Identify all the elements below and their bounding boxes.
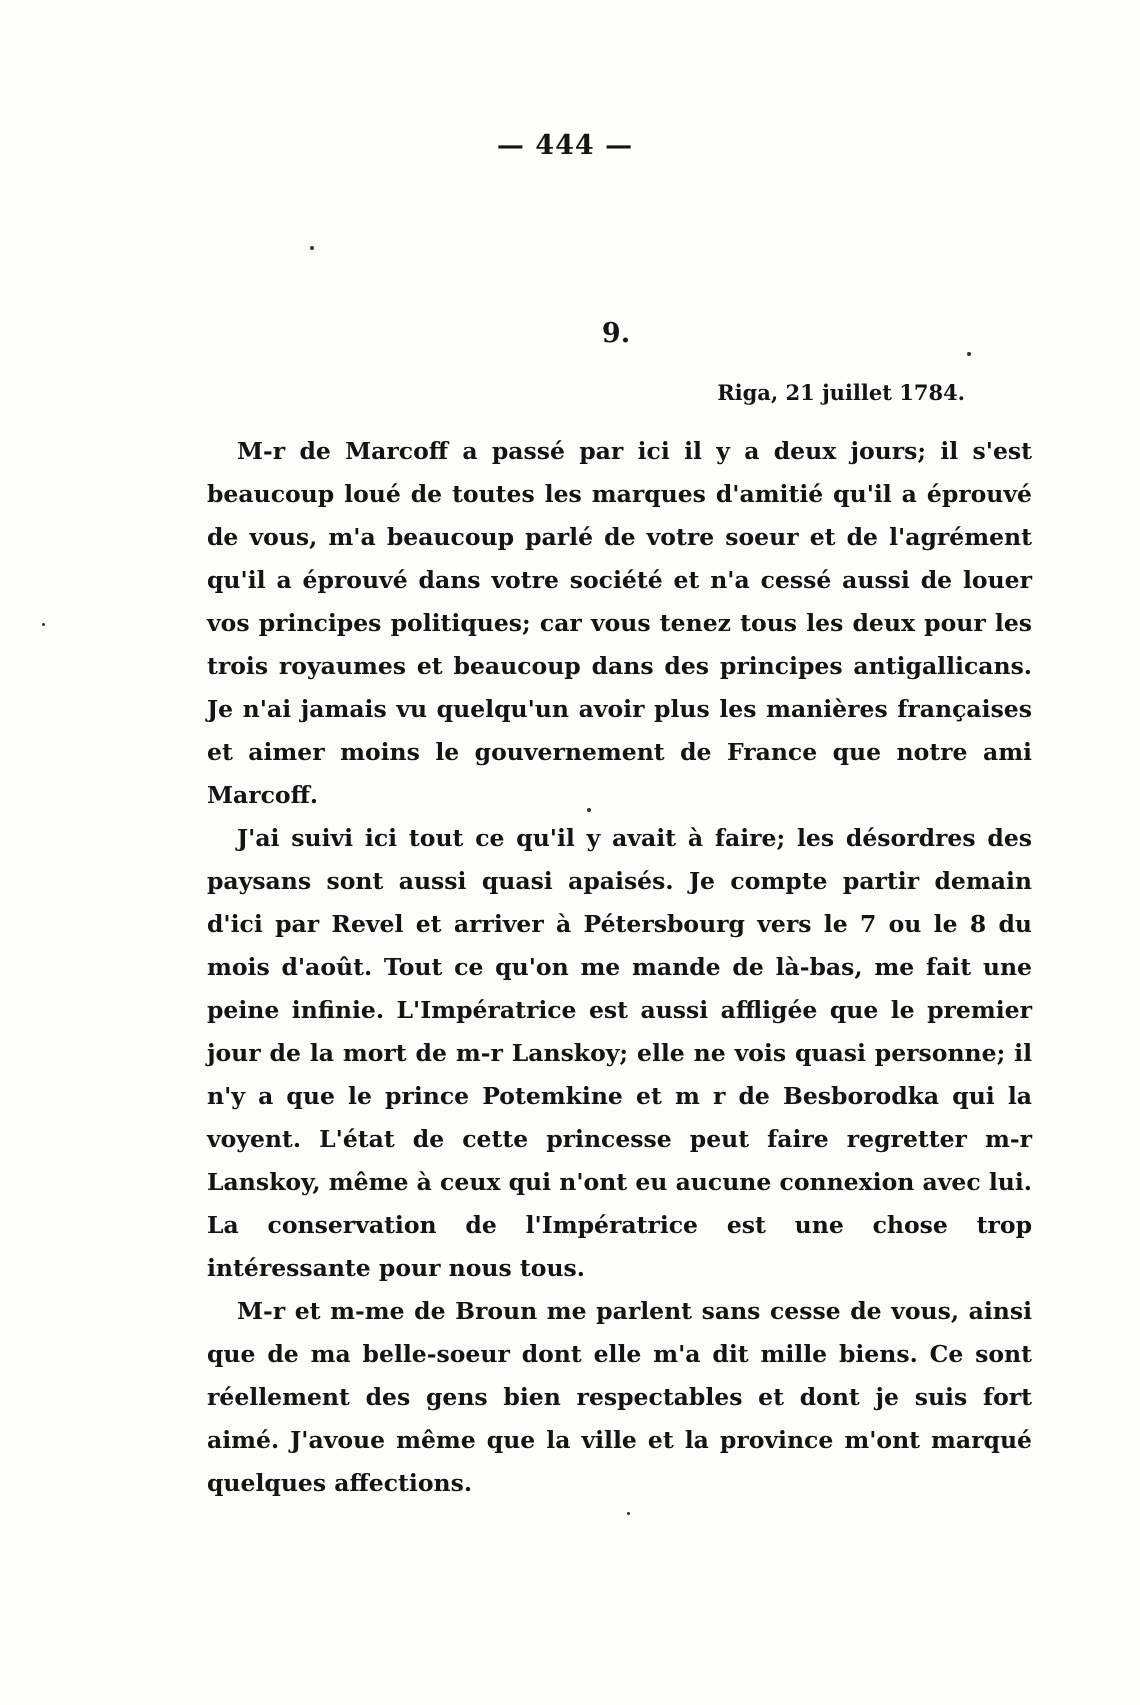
letter-number: 9. xyxy=(601,318,631,349)
page-number: — 444 — xyxy=(496,130,634,161)
paragraph: M-r de Marcoff a passé par ici il y a deux jours; il s'est beaucoup loué de toutes les marques d'amitié qu'il a éprouvé de vous, m'a beaucoup parlé de votre soeur et de l'agrément qu'il a éprouvé dans votre société et n'a cessé aussi de louer vos principes politiques; car vous tenez tous les deux pour les trois royaumes et beaucoup dans des principes antigallicans. Je n'ai jamais vu quelqu'un avoir plus les manières françaises et aimer moins le gouvernement de France que notre ami Marcoff. xyxy=(207,437,1032,809)
paragraph: M-r et m-me de Broun me parlent sans cesse de vous, ainsi que de ma belle-soeur dont elle m'a dit mille biens. Ce sont réellement des gens bien respectables et dont je suis fort aimé. J'avoue même que la ville et la province m'ont marqué quelques affections. xyxy=(207,1297,1032,1497)
paragraph: J'ai suivi ici tout ce qu'il y avait à faire; les désordres des paysans sont aussi quasi apaisés. Je compte partir demain d'ici par Revel et arriver à Pétersbourg vers le 7 ou le 8 du mois d'août. Tout ce qu'on me mande de là-bas, me fait une peine infinie. L'Impératrice est aussi affligée que le premier jour de la mort de m-r Lanskoy; elle ne vois quasi personne; il n'y a que le prince Potemkine et m r de Besborodka qui la voyent. L'état de cette princesse peut faire regretter m-r Lanskoy, même à ceux qui n'ont eu aucune connexion avec lui. La conservation de l'Impératrice est une chose trop intéressante pour nous tous. xyxy=(207,824,1032,1282)
print-speck xyxy=(967,352,971,356)
print-speck xyxy=(42,623,45,626)
dateline: Riga, 21 juillet 1784. xyxy=(717,380,965,405)
letter-body xyxy=(207,430,1032,1505)
print-speck xyxy=(627,1512,630,1515)
print-speck xyxy=(310,246,314,250)
